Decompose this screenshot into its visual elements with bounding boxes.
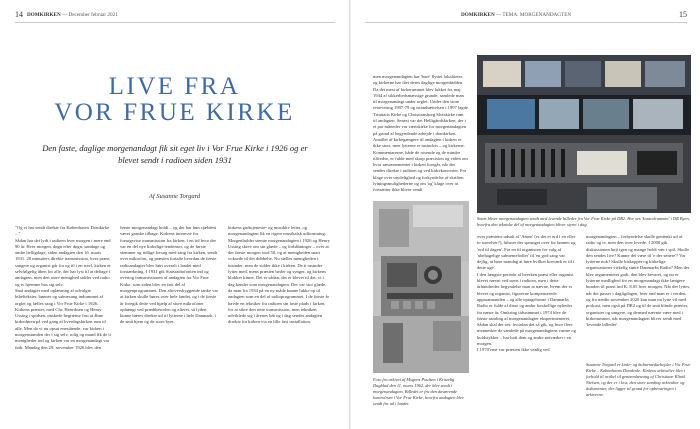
body-column-2: over præstens udsalt af 'Amen' (er det et ord i en eller to stavelser?), hilsner der sprunget over for bønner og 'ord til dagen'. Fra en til organisten for valg af 'ubehagelige salmemelodier' til 'en god sang var dejlig, at høre mandag at høre hvilket korværk er til i dette uge'. I den længste periode af hverken præst eller organist blevet nævnt ved navn i radioen, men i dette århundredes begyndelse man at nævne, hvem der er blevet og organist, figurerne kompenserede apparatmanden – og alle optagelserne i Danmarks Radio er fulde af disse og andre forskellige nyheder fra næste år. Omkring tidsrummet i 1974 blev de første samling af morgenandagter eksperimenteret. Sådan skal det ses: hvordan det så gik, og hvor flere mennesker de samlede på morgenandagtens varme og kuldstykker – har haft dem og andre netværker i en morgen. I 1970'erne var præsten ikke vanlig ved	[477, 234, 576, 353]
header-section: DOMKIRKEN	[27, 12, 61, 18]
header-section: DOMKIRKEN	[461, 12, 495, 18]
archive-photo-image	[373, 201, 469, 373]
article-title-line-2: VOR FRUE KIRKE	[54, 99, 295, 126]
header-rule	[15, 22, 335, 23]
article-title-line-1: LIVE FRA	[108, 73, 241, 100]
body-column-3: kirkens gudstjeneste- og musikliv lettet, og morgenandagten fik en rigere musikalsk udformning. Morgenholdet stemte morgenandagten i 1926 og Henry Ussing skrev om sin glæde – og forhåbninger – over at der første morgen stod 50, og at menigheden snart voksede til det dobbelte. Nu stelles menigheden i tusinder, men de sidder ikke i kirken. De ti tusinder lytter med, mens præsten beder og synger, og kirkens klokker kimer. Det er sådan, det er blevet til det, vi i dag kender som morgenandagten. Der var stor glæde, da man fra 1934 på en ny måde kunne lukke op til andagten som en del af radioprogrammet. I de første år havde en tekniker fra radioen sin faste plads i kirken, for at sikre den rette transmission, men tekniken udviklede sig i årenes løb og i dag sendes andagten direkte fra kirken via en lille fast installation.	[228, 225, 330, 325]
body-column-1: "Og vi har sendt direkte fra Københavns Domkirke ..." Sådan har det lydt i radioen hver morgen i mere end 90 år. Hver morgen, døgn efter døgn, søndage og andre helligdage, siden andagten den 16. marts 1931. 20 minutters direkte transmission, hver præst, sangere og organist går fra og til i en travl, kirken er selvfølgelig åben for alle, der har lyst til at deltage i andagten, men den store menighed sidder ved radio og tv hjemme hos sig selv. Små andagter med oplæsning af udvalgte bibeltekster, bønner og salmesang indrammet af orglet og fælles sang i Vor Frue Kirke i 1926. Kirkens præster, med Chr. Henriksen og Henry Ussing i spidsen, ønskede begrænse fast at åbne kirkedøren på ved gang af hverdagskirken rum til alle. Men da vi nu opsat enestående, var kirken i morgenstunden der i sig selv, rolig og mand fik de ti menigheder ind og kirken var en morgenandagt var født. Mandag den 29. november 1926 blev den	[15, 225, 111, 350]
header-separator: —	[62, 12, 68, 18]
archive-photo	[373, 201, 469, 373]
control-room-photo-caption: Snart bliver morgenandagten sendt med levende billeder fra Vor Frue Kirke på DR2. Her ses 'kontrolrummet' i DR Byen, hvorfra den tekniske del af morgenandagten bliver styret i dag.	[477, 216, 690, 227]
page-number-right: 15	[679, 10, 687, 19]
page-number-left: 14	[15, 10, 23, 19]
header-rule	[365, 22, 687, 23]
left-page	[0, 0, 349, 429]
header-issue: December februar 2021	[68, 12, 118, 18]
body-column-1: men morgenandagten har 'bare' flyttet lokaliteter, og kirkerne har fået deres daglige morgenbidden. Da det mest af kirkerummet blev lukket fra maj 1944 af sikkerhedsmæssige grunde, samlede man til morgenandagt under orglet. Under den store renovering 1997-79 og istandsættelsen i 1997 lagde Trinitatis Kirke og Christiansborg Slotskirke rum til andagten. Senest var det Helligåndskirken, der i et par måneder var værtskirke for morgenandagten på grund af begyndende arbejde i domkirken. Antallet af kirkegængere til andagten i kirken er ikke stort, men lytterne er tusindvis – og kirkerne. Kommentarerne, både de rosende og de mindre tilfredse, er fulde med skarp præcision og viden om hvor ræsonnementet i kirken foregår, når der sendes direkte i radioen og ved kirkekoncerter. Fra klage over utydelighed og forkyndelse af skriften lytningsmulighederne og om 'og' klage over at fortsætter ikke bliver sendt	[373, 74, 468, 193]
running-header-left	[27, 12, 118, 18]
byline: Af Susanne Torgard	[148, 193, 201, 200]
header-topic: TEMA: MORGENANDAGTEN	[502, 12, 572, 18]
control-room-photo	[477, 55, 691, 213]
running-header-right	[461, 12, 571, 18]
author-note: Susanne Torgard er kirke- og kulturmedarbejder i Vor Frue Kirke – Københavns Domkirke. Kirkens arkivalier blev i forhold til artikel til gennemlæsning af Christiane Klinik Nielsen, og der er i kr.a. den store samling arkivalier og dokumenter, der ligger til grund for opbevaringen i arkiverne.	[586, 362, 691, 397]
article-lead: Den faste, daglige morgenandagt fik sit eget liv i Vor Frue Kirke i 1926 og er blevet sendt i radioen siden 1931	[42, 143, 308, 166]
right-page	[351, 0, 700, 429]
body-column-3: morgenandagten – forhyndelse skulle gentenkt ud af radio og tv, men den over levede. I 2000 gik diskussionen højt igen og mange holdt vær i spil. Skulle den sendes live? Kunne det være til 'e der senere'? Var lytterne nok? Skulle biskopper og kirkelige organisationer virkelig støtte Danmarks Radio? Men der blev argumenteret godt, den blev bevaret, og nu er lytterne medlighed for en morgenandagt ikke længere bunden til præst ind K. 8.05 hver morgen. Når der lyttes, når det passer i dagligdagen, hver end man er i verden, og fra medio november 2020 kan man nu lytte vil med podcast, men også på DR2 og til de små blinde præster, organister og sangere, og dermed nævnte være med i kirkerummet, når morgenandagten bliver sendt med 'levende billeder'.	[586, 234, 691, 328]
archive-photo-caption: Foto fra arkivet af Mogens Poulsen i Kristelig Dagblad den 11. marts 1962, der blev sendt i morgenandagten. Billedet er fra den daværende kontrolrum i Vor Frue Kirke, hvorfra andagten blev sendt fra ud i landet.	[373, 377, 464, 406]
header-separator: —	[496, 12, 502, 18]
control-room-photo-image	[477, 55, 691, 213]
body-column-2: første morgenandagt holdt – og der har hun sjældent været ganske tilbage. Kirkens interesse for forsøgsvise transmission fra kirken, i en tid hvor der var en del nye kirkelige tendenser, og de første stemmer og tidlige forsøg med sang fra kirken, sendt over mikrofon, og præsten fortalte hvordan de første radioandagter blev hørt overalt i landet med forstærkning. I 1931 gik Statsradiofonien ind og overtog transmissionen af andagten fra Vor Frue Kirke, som siden blev en fast del af morgenprogrammet. Den altoverskyggende tanke var at kirken skulle høres over hele landet, og i de første år foregik dette ved hjælp af store mikrofoner ophængt ved prædikestolen og alteret, så lyden kunne bæres direkte ud til lytterne i hele Danmark, i de små hjem og de store byer.	[120, 225, 218, 325]
